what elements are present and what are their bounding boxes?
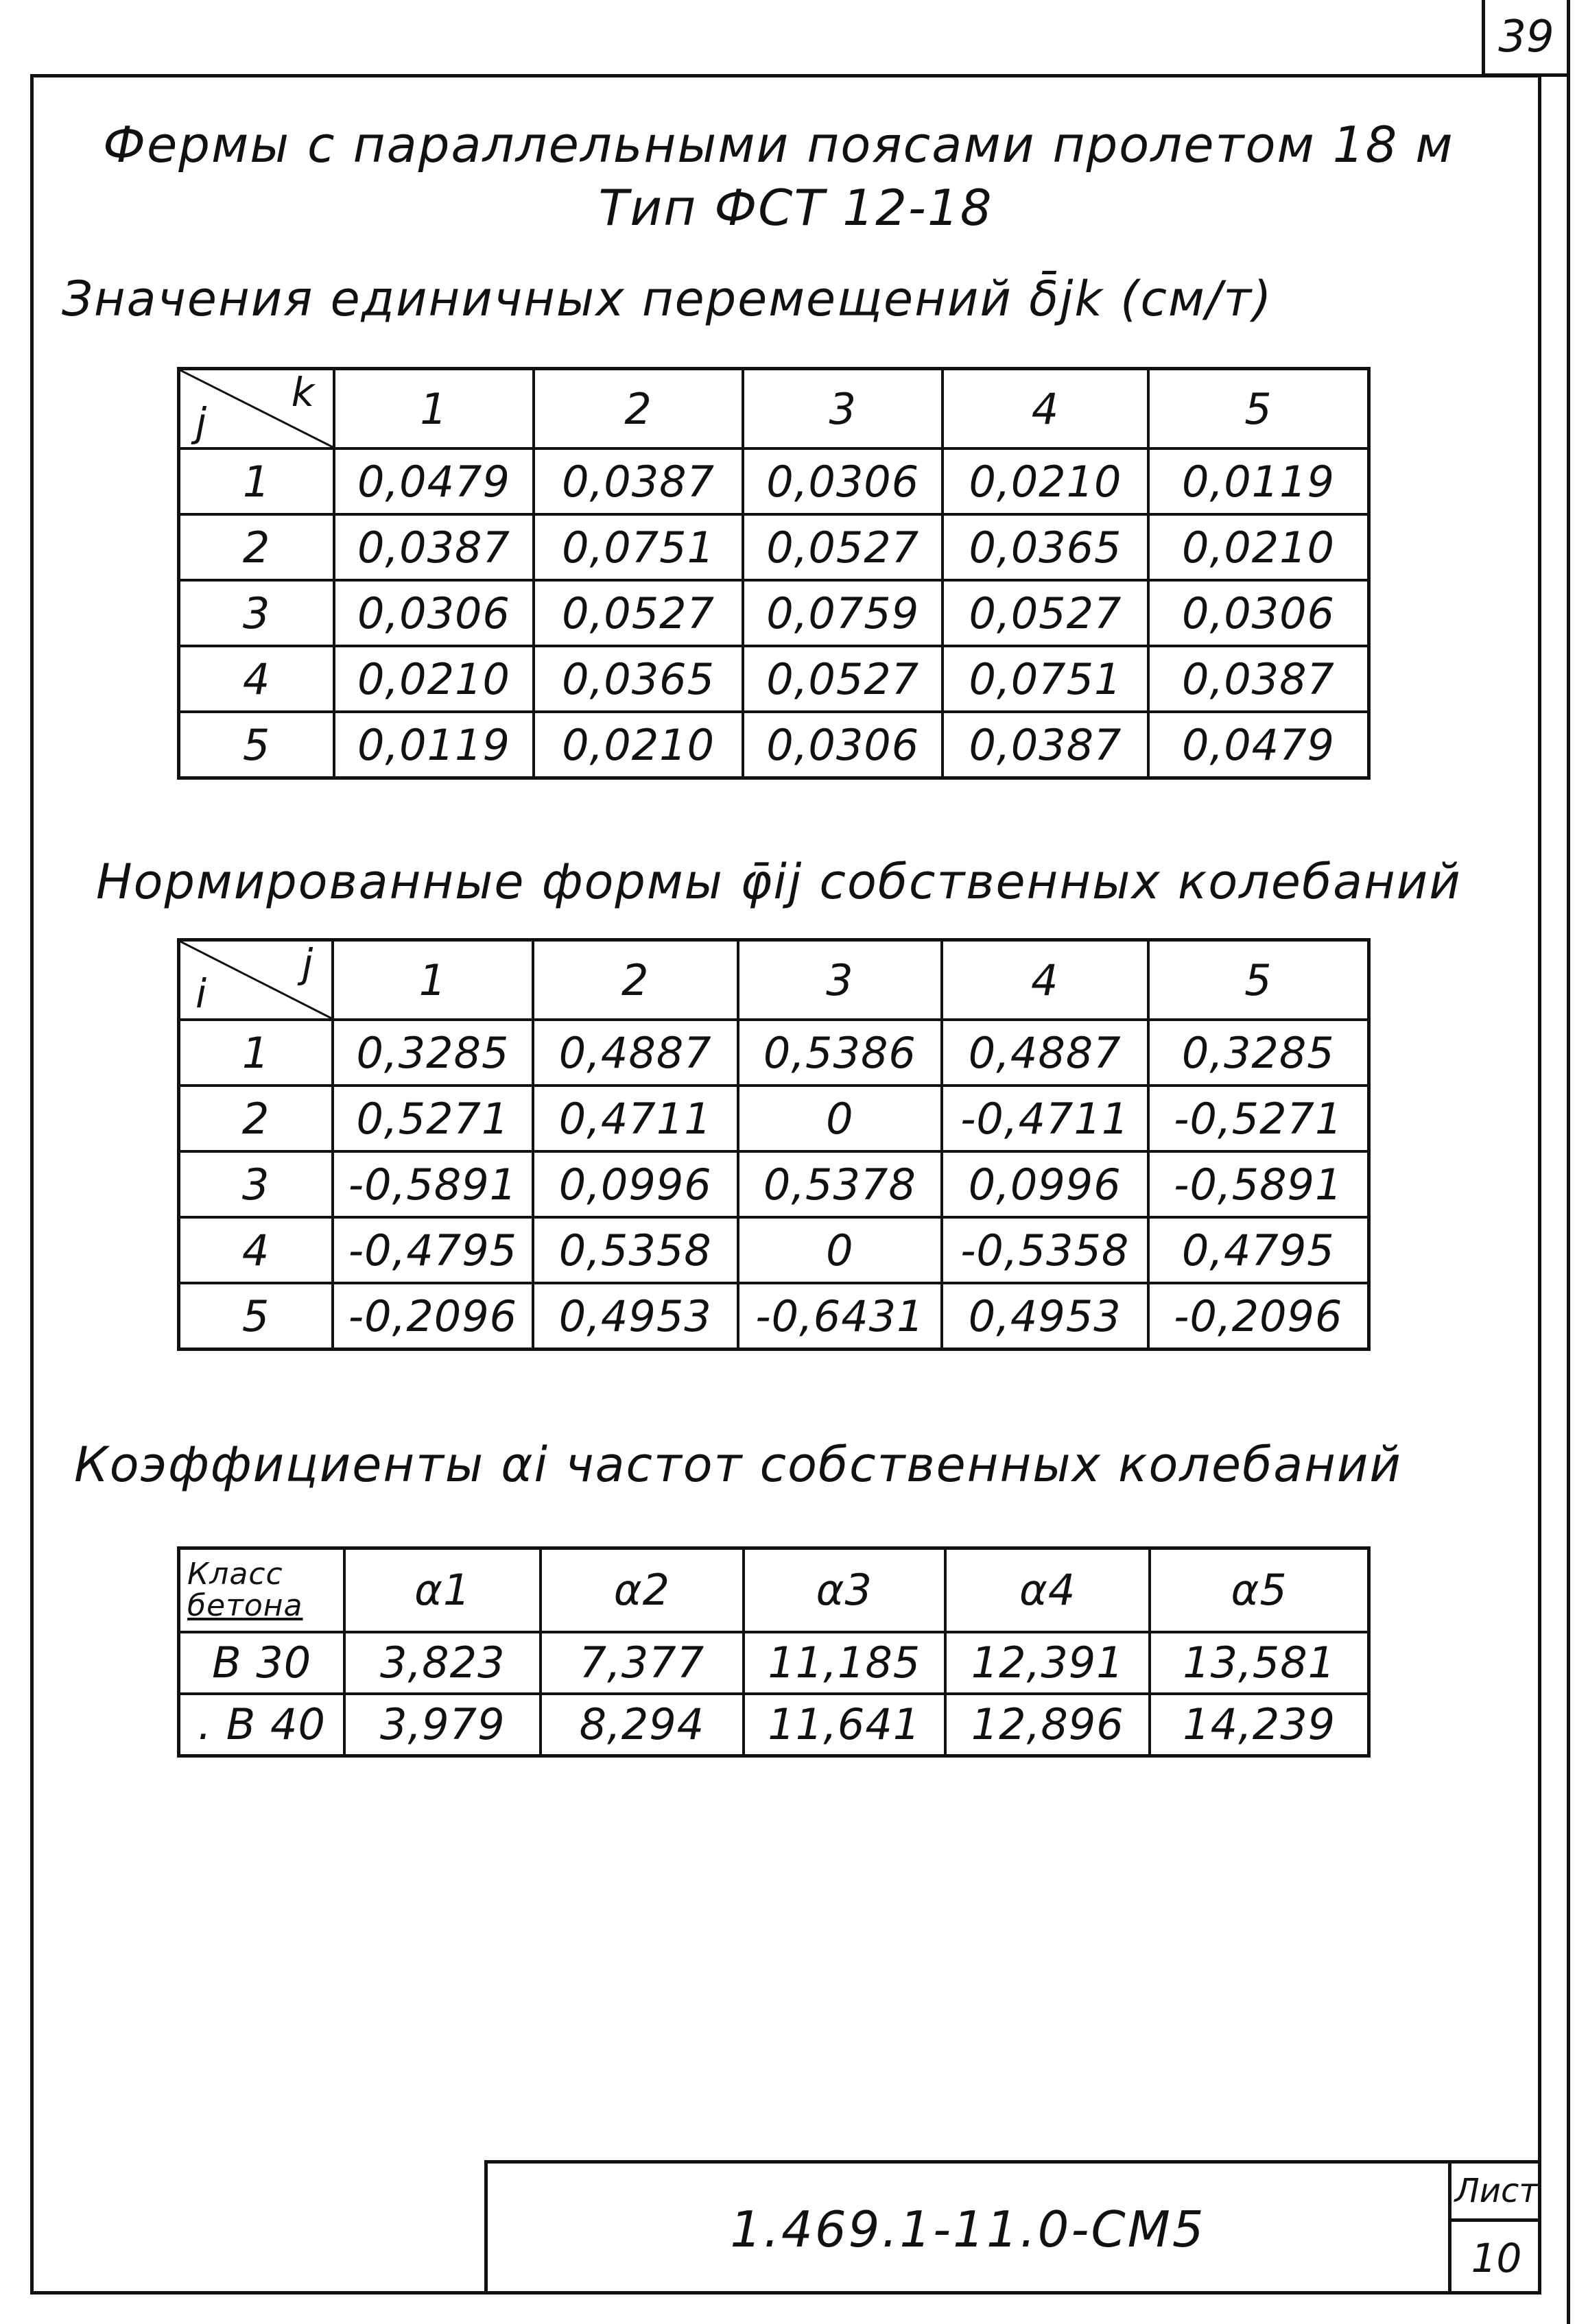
table3-heading: Коэффициенты αi частот собственных колебаний: [74, 1437, 1402, 1493]
table-cell: 13,581: [1150, 1632, 1368, 1694]
table-cell: 0,0527: [534, 580, 744, 646]
table-cell: 0,0119: [1148, 448, 1368, 514]
table-cell: -0,2096: [1148, 1283, 1369, 1350]
table-cell: 12,391: [945, 1632, 1150, 1694]
table-cell: -0,2096: [333, 1283, 532, 1350]
table2-col-header: 3: [738, 940, 942, 1020]
table2-col-header: 2: [533, 940, 738, 1020]
table-row: [179, 1151, 1369, 1217]
table-cell: 0,3285: [1148, 1020, 1369, 1086]
row-label: 3: [179, 580, 335, 646]
table-cell: 0,0527: [943, 580, 1148, 646]
table-cell: 0,0365: [943, 514, 1148, 580]
row-label: 3: [179, 1151, 333, 1217]
table-row: [179, 580, 1369, 646]
title-line-2: Тип ФСТ 12-18: [598, 179, 993, 237]
table-row: [179, 1020, 1369, 1086]
table-cell: -0,5891: [333, 1151, 532, 1217]
table-cell: 0,0751: [943, 646, 1148, 712]
sheet-cell: [1448, 2164, 1541, 2295]
table-row: [179, 1632, 1369, 1694]
table2-heading: Нормированные формы φ̄ij собственных колебаний: [96, 854, 1462, 910]
table-cell: 0,0996: [942, 1151, 1148, 1217]
table1-corner-cell: [179, 369, 335, 449]
table-cell: 0,0210: [1148, 514, 1368, 580]
table-cell: -0,6431: [738, 1283, 942, 1350]
table-cell: 0,0387: [534, 448, 744, 514]
table-cell: 0: [738, 1086, 942, 1151]
table-cell: 0,4887: [942, 1020, 1148, 1086]
table-cell: 0,4711: [533, 1086, 738, 1151]
table2-col-header: 1: [333, 940, 532, 1020]
table-cell: 0,0306: [743, 448, 943, 514]
table-cell: 11,185: [744, 1632, 946, 1694]
table-cell: 0,4795: [1148, 1217, 1369, 1283]
table-cell: 12,896: [945, 1694, 1150, 1756]
table-cell: 0,5358: [533, 1217, 738, 1283]
alpha-header: α5: [1150, 1548, 1368, 1632]
table-row: [179, 646, 1369, 712]
displacement-table: [177, 367, 1371, 780]
table-cell: -0,5358: [942, 1217, 1148, 1283]
alpha-header: α1: [344, 1548, 541, 1632]
row-label: 5: [179, 1283, 333, 1350]
table-cell: 0,0119: [334, 712, 534, 778]
page-edge-line: [1567, 0, 1570, 2324]
table-cell: 0,0479: [1148, 712, 1368, 778]
table-cell: -0,4795: [333, 1217, 532, 1283]
table-cell: 0,0527: [743, 646, 943, 712]
table-row: [179, 1217, 1369, 1283]
table-cell: -0,4711: [942, 1086, 1148, 1151]
table-row: [179, 1086, 1369, 1151]
table-cell: -0,5271: [1148, 1086, 1369, 1151]
table1-heading: Значения единичных перемещений δ̄jk (см/т): [62, 271, 1273, 327]
row-label: 2: [179, 514, 335, 580]
frequency-coefficient-table: [177, 1546, 1371, 1758]
row-label: 5: [179, 712, 335, 778]
table-cell: 7,377: [541, 1632, 743, 1694]
sheet-corner-number: 39: [1482, 0, 1567, 77]
alpha-header: α4: [945, 1548, 1150, 1632]
table-row: [179, 1694, 1369, 1756]
table-cell: 0,5378: [738, 1151, 942, 1217]
corner-top-label: k: [291, 369, 316, 416]
table-row: [179, 448, 1369, 514]
table-cell: 14,239: [1150, 1694, 1368, 1756]
table-cell: 0,4953: [533, 1283, 738, 1350]
table-cell: 0,4953: [942, 1283, 1148, 1350]
row-label: B 30: [179, 1632, 345, 1694]
alpha-header: α2: [541, 1548, 743, 1632]
table-cell: 0,0365: [534, 646, 744, 712]
title-block-stamp: [484, 2160, 1541, 2295]
row-label: 4: [179, 1217, 333, 1283]
table2-col-header: 5: [1148, 940, 1369, 1020]
table-cell: 0,4887: [533, 1020, 738, 1086]
table-cell: 0,0387: [943, 712, 1148, 778]
corner-bottom-label: i: [195, 970, 208, 1017]
corner-top-label: j: [302, 940, 314, 987]
table-cell: 0,0527: [743, 514, 943, 580]
table-cell: 0: [738, 1217, 942, 1283]
row-label: 1: [179, 1020, 333, 1086]
table-cell: 0,3285: [333, 1020, 532, 1086]
mode-shape-table: [177, 938, 1371, 1351]
table1-col-header: 5: [1148, 369, 1368, 449]
table-cell: 0,0996: [533, 1151, 738, 1217]
document-code: 1.469.1-11.0-СМ5: [730, 2200, 1206, 2258]
table-cell: 0,0306: [743, 712, 943, 778]
table-cell: 3,979: [344, 1694, 541, 1756]
corner-line-2: бетона: [187, 1588, 303, 1623]
table-cell: -0,5891: [1148, 1151, 1369, 1217]
table-cell: 0,0479: [334, 448, 534, 514]
row-label: 2: [179, 1086, 333, 1151]
table-cell: 11,641: [744, 1694, 946, 1756]
alpha-header: α3: [744, 1548, 946, 1632]
table-row: [179, 514, 1369, 580]
table-cell: 0,0210: [334, 646, 534, 712]
page-title: [103, 113, 1489, 239]
corner-bottom-label: j: [195, 399, 208, 446]
table-cell: 3,823: [344, 1632, 541, 1694]
table1-col-header: 3: [743, 369, 943, 449]
title-line-1: Фермы с параллельными поясами пролетом 18 м: [103, 116, 1454, 173]
row-label: 1: [179, 448, 335, 514]
table-cell: 0,5386: [738, 1020, 942, 1086]
table1-col-header: 2: [534, 369, 744, 449]
table-row: [179, 1283, 1369, 1350]
table-cell: 0,0210: [534, 712, 744, 778]
table-cell: 0,0306: [1148, 580, 1368, 646]
table-cell: 0,0751: [534, 514, 744, 580]
table-cell: 0,0387: [1148, 646, 1368, 712]
table-cell: 0,0210: [943, 448, 1148, 514]
sheet-label: Лист: [1451, 2164, 1541, 2222]
table-cell: 0,5271: [333, 1086, 532, 1151]
table-cell: 0,0387: [334, 514, 534, 580]
table-cell: 0,0306: [334, 580, 534, 646]
row-label: . B 40: [179, 1694, 345, 1756]
sheet-number: 10: [1471, 2235, 1522, 2281]
table-row: [179, 712, 1369, 778]
table-cell: 8,294: [541, 1694, 743, 1756]
table2-col-header: 4: [942, 940, 1148, 1020]
corner-line-1: Класс: [187, 1556, 283, 1592]
table2-corner-cell: [179, 940, 333, 1020]
table1-col-header: 4: [943, 369, 1148, 449]
concrete-class-header: [179, 1548, 345, 1632]
table1-col-header: 1: [334, 369, 534, 449]
table-cell: 0,0759: [743, 580, 943, 646]
row-label: 4: [179, 646, 335, 712]
